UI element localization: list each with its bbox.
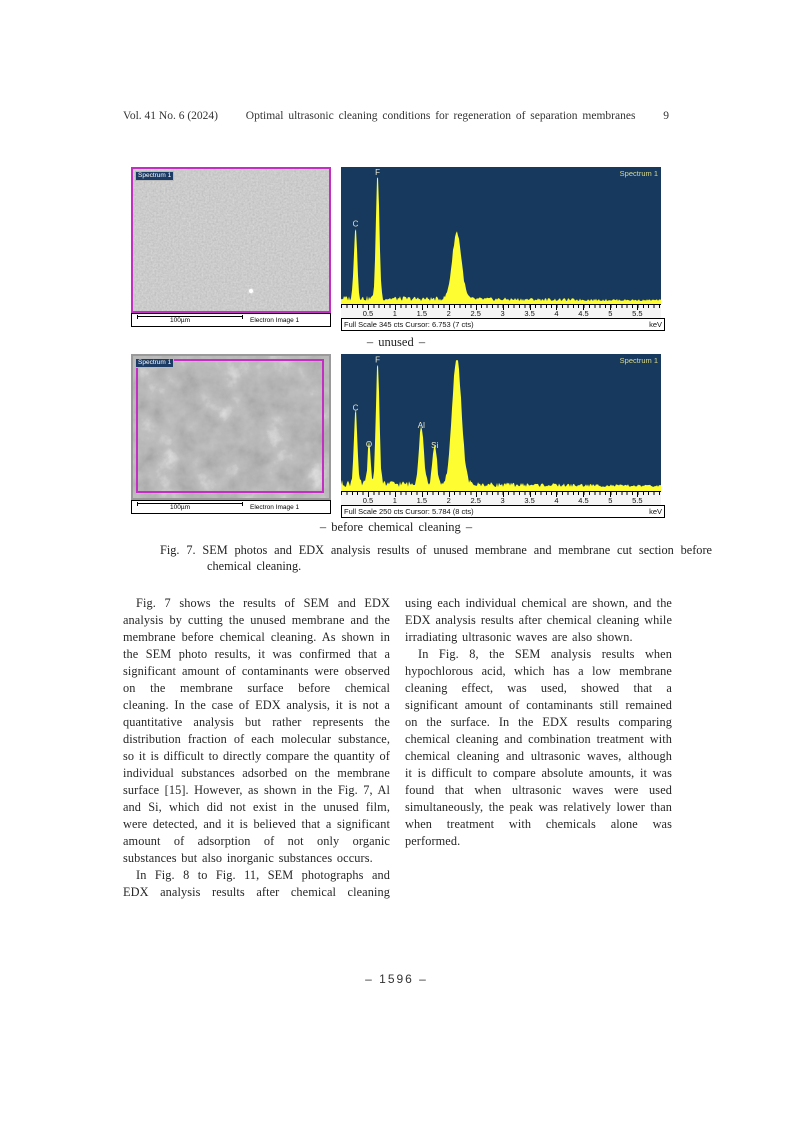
kev-unit-label: keV [649,320,662,329]
minor-ticks [341,305,661,308]
x-tick-label: 4 [554,309,559,318]
spectrum-badge: Spectrum 1 [135,171,174,181]
x-tick-label: 1.5 [416,309,428,318]
x-tick-label: 2.5 [470,309,481,318]
body-paragraph: In Fig. 8, the SEM analysis results when hypochlorous acid, which has a low membrane cleaning effect, was used, showed that a significant amount of contaminants still remained on the surface. In the EDX results comparing chemical cleaning and combination treatment with chemical cleaning and ultrasonic waves, although it is difficult to compare absolute amounts, it was found that when ultrasonic waves were used simultaneously, the peak was relatively lower than when treatment with chemicals alone was performed. [405,647,672,848]
header-page-number: 9 [663,110,669,122]
svg-text:Si: Si [431,441,439,451]
journal-volume: Vol. 41 No. 6 (2024) [123,110,218,122]
body-paragraph: using each individual chemical are shown, and the EDX analysis results after chemical cleaning while irradiating ultrasonic waves are also shown. [405,596,672,644]
x-tick-label: 5 [608,496,613,505]
figure-row-unused [131,167,661,331]
sem-image-unused [131,167,335,331]
edx-spectrum-unused [341,167,661,331]
x-tick-label: 0.5 [362,309,374,318]
svg-text:Al: Al [417,421,425,430]
bright-particle [249,289,253,293]
minor-ticks [341,492,661,495]
running-head [123,110,669,122]
x-tick-label: 1 [392,496,397,505]
sem-texture-smooth [133,169,329,311]
edx-spectrum-curve [341,167,661,304]
edx-status-bar [341,505,665,518]
spectrum-tag: Spectrum 1 [619,356,658,365]
x-tick-label: 3 [500,496,505,505]
x-tick-label: 5.5 [632,496,643,505]
x-tick-label: 1 [392,309,397,318]
sem-footer-unused [131,313,331,327]
x-tick-label: 4.5 [578,309,589,318]
edx-plot-area [341,354,661,491]
x-tick-label: 5.5 [632,309,643,318]
svg-text:C: C [352,219,359,229]
x-tick-label: 1.5 [416,496,428,505]
x-tick-label: 3 [500,309,505,318]
sem-texture-fouled [133,356,329,498]
caption-before-cleaning: – before chemical cleaning – [319,520,473,534]
right-column [405,595,672,901]
svg-text:F: F [375,355,381,365]
svg-text:F: F [375,168,381,177]
electron-image-label: Electron Image 1 [250,504,300,511]
electron-image-label: Electron Image 1 [250,317,300,324]
full-scale-text: Full Scale 345 cts Cursor: 6.753 (7 cts) [344,320,474,329]
svg-text:O: O [365,439,373,449]
running-title: Optimal ultrasonic cleaning conditions for regeneration of separation membranes [245,110,636,122]
x-tick-label: 2 [446,496,451,505]
x-tick-label: 4.5 [578,496,589,505]
x-tick-label: 2.5 [470,496,481,505]
kev-unit-label: keV [649,507,662,516]
sem-micrograph-fouled [131,354,331,500]
x-tick-label: 3.5 [524,496,535,505]
body-paragraph: In Fig. 8 to Fig. 11, SEM photographs and EDX analysis results after chemical cleaning [123,868,390,899]
x-tick-label: 2 [446,309,451,318]
x-tick-label: 5 [608,309,613,318]
x-tick-label: 3.5 [524,309,535,318]
edx-spectrum-before-cleaning [341,354,661,518]
edx-plot-area [341,167,661,304]
page-number: – 1596 – [365,972,428,986]
edx-x-axis [341,491,661,505]
caption-unused: – unused – [366,335,426,349]
figure-row-before-cleaning [131,354,661,518]
svg-text:C: C [352,403,359,413]
left-column [123,595,390,901]
x-tick-label: 0.5 [362,496,374,505]
x-tick-label: 4 [554,496,559,505]
spectrum-badge: Spectrum 1 [135,358,174,368]
figure-caption: Fig. 7. SEM photos and EDX analysis results of unused membrane and membrane cut section before chemical cleaning. [160,543,712,573]
edx-spectrum-curve [341,354,661,491]
body-text [123,595,672,901]
scale-bar-label: 100µm [170,504,191,511]
sem-image-before-cleaning [131,354,335,518]
body-paragraph: Fig. 7 shows the results of SEM and EDX analysis by cutting the unused membrane and the membrane before chemical cleaning. As shown in the SEM photo results, it was confirmed that a significant amount of contaminants were observed on the membrane surface before chemical cleaning. In the case of EDX analysis, it is not a quantitative analysis but rather represents the distribution fraction of each molecular substance, so it is difficult to directly compare the quantity of individual substances adsorbed on the membrane surface [15]. However, as shown in the Fig. 7, Al and Si, which did not exist in the unused film, were detected, and it is believed that a significant amount of adsorption of not only organic substances but also inorganic substances occurs. [123,596,390,865]
figure-7 [131,167,712,574]
full-scale-text: Full Scale 250 cts Cursor: 5.784 (8 cts) [344,507,474,516]
edx-x-axis [341,304,661,318]
scale-bar-label: 100µm [170,317,191,324]
edx-status-bar [341,318,665,331]
sem-micrograph-unused [131,167,331,313]
spectrum-tag: Spectrum 1 [619,169,658,178]
sem-footer-before-cleaning [131,500,331,514]
